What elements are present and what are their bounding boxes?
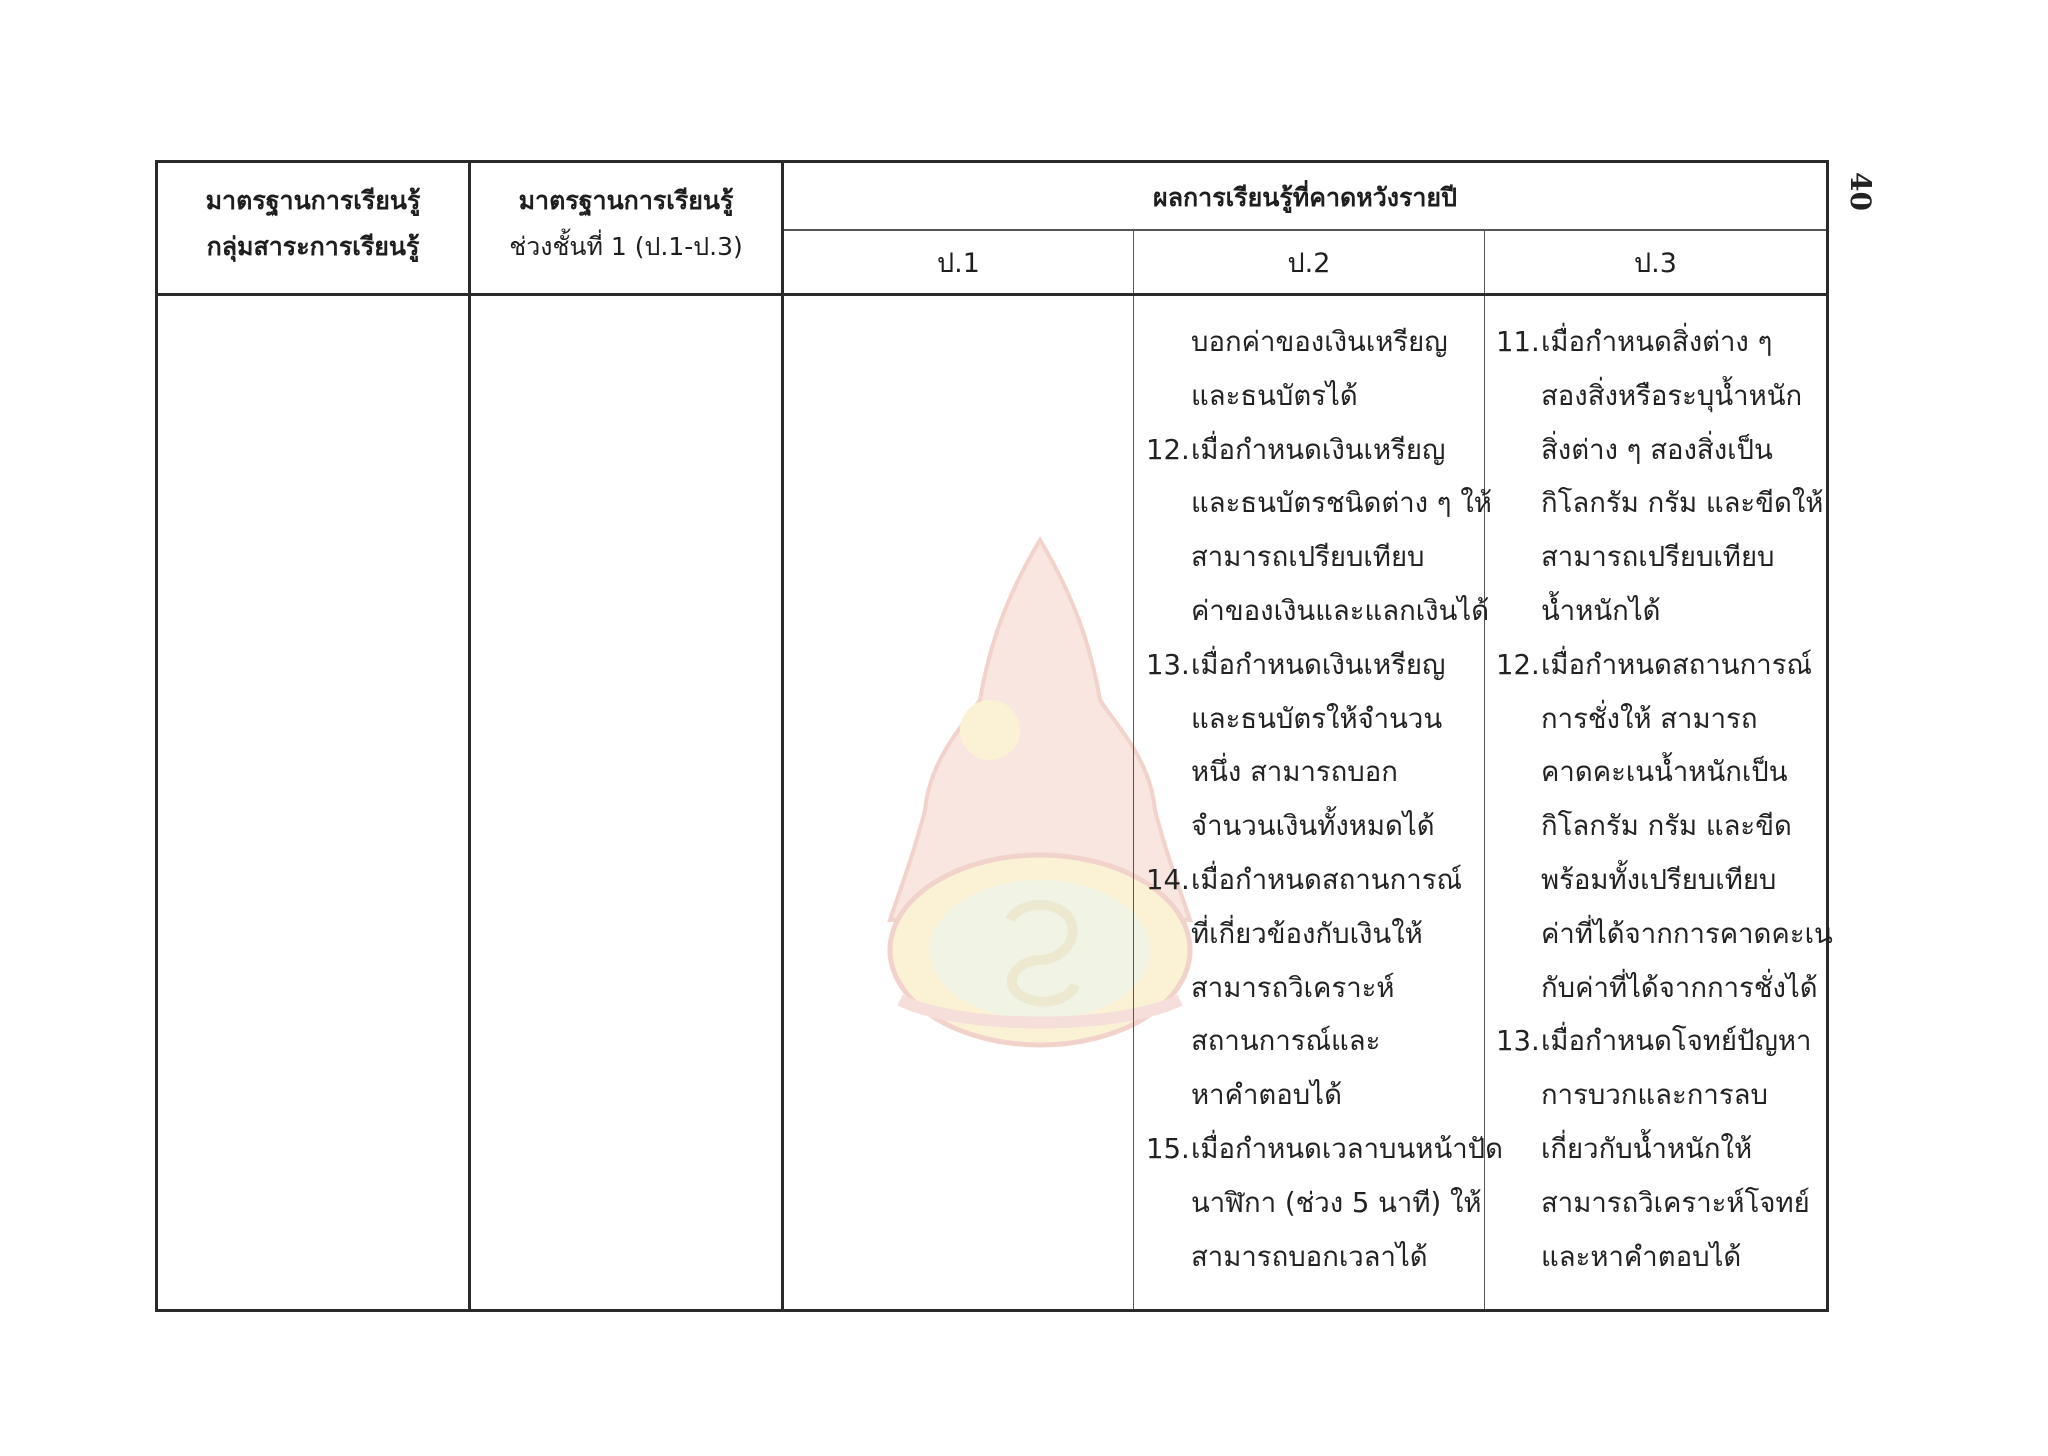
header-expected-outcomes: ผลการเรียนรู้ที่คาดหวังรายปี <box>1153 183 1457 212</box>
outcome-line: และธนบัตรได้ <box>1191 379 1358 412</box>
page-number: 40 <box>1844 172 1877 211</box>
outcome-line: เกี่ยวกับน้ำหนักให้ <box>1541 1132 1753 1165</box>
outcome-line: กิโลกรัม กรัม และขีด <box>1541 810 1792 843</box>
header-grade-p2: ป.2 <box>1287 248 1331 279</box>
grade-p2-outcomes <box>1146 316 1503 1284</box>
grade-p3-outcomes <box>1496 316 1833 1284</box>
outcome-line: จำนวนเงินทั้งหมดได้ <box>1191 810 1435 843</box>
outcome-line: สามารถวิเคราะห์โจทย์ <box>1541 1186 1810 1219</box>
outcome-item <box>1496 316 1824 639</box>
outcome-line: สถานการณ์และ <box>1191 1025 1381 1058</box>
outcome-line: และธนบัตรให้จำนวน <box>1191 702 1443 735</box>
header-grade-p3: ป.3 <box>1634 248 1677 279</box>
outcome-line: หาคำตอบได้ <box>1191 1079 1342 1112</box>
header-level-standards: มาตรฐานการเรียนรู้ ช่วงชั้นที่ 1 (ป.1-ป.3) <box>471 178 781 270</box>
outcome-line: เมื่อกำหนดเงินเหรียญ <box>1191 648 1446 681</box>
outcome-line: สองสิ่งหรือระบุน้ำหนัก <box>1541 379 1803 412</box>
header-subject-standards: มาตรฐานการเรียนรู้ กลุ่มสาระการเรียนรู้ <box>205 186 421 261</box>
header-level-range: ช่วงชั้นที่ 1 (ป.1-ป.3) <box>509 232 743 261</box>
outcome-line: ค่าของเงินและแลกเงินได้ <box>1191 594 1490 627</box>
outcome-line: สามารถเปรียบเทียบ <box>1541 541 1775 574</box>
outcome-line: เมื่อกำหนดเวลาบนหน้าปัด <box>1191 1132 1503 1165</box>
outcome-line: การบวกและการลบ <box>1541 1079 1768 1112</box>
outcome-number: 11. <box>1496 326 1540 358</box>
outcome-line: คาดคะเนน้ำหนักเป็น <box>1541 756 1788 789</box>
outcome-line: สามารถเปรียบเทียบ <box>1191 541 1425 574</box>
outcome-number: 12. <box>1496 648 1540 681</box>
outcome-line: น้ำหนักได้ <box>1541 594 1661 627</box>
outcome-line: กิโลกรัม กรัม และขีดให้ <box>1541 487 1824 520</box>
outcome-line: หนึ่ง สามารถบอก <box>1191 756 1398 789</box>
outcome-line: การชั่งให้ สามารถ <box>1541 702 1758 735</box>
outcome-line: เมื่อกำหนดเงินเหรียญ <box>1191 433 1446 466</box>
outcome-number: 15. <box>1146 1132 1190 1165</box>
outcome-line: เมื่อกำหนดสถานการณ์ <box>1191 863 1462 896</box>
learning-standards-table <box>155 160 1833 1312</box>
outcome-item <box>1146 424 1492 639</box>
outcome-item <box>1146 1123 1503 1284</box>
outcome-number: 13. <box>1496 1025 1540 1058</box>
outcome-item <box>1146 316 1484 424</box>
outcome-line: สิ่งต่าง ๆ สองสิ่งเป็น <box>1541 433 1773 466</box>
outcome-item <box>1146 854 1484 1123</box>
outcome-item <box>1496 1015 1824 1284</box>
outcome-line: พร้อมทั้งเปรียบเทียบ <box>1541 863 1777 896</box>
outcome-line: สามารถวิเคราะห์ <box>1191 971 1395 1004</box>
outcome-line: และหาคำตอบได้ <box>1541 1240 1742 1273</box>
outcome-line: นาฬิกา (ช่วง 5 นาที) ให้ <box>1191 1186 1482 1219</box>
outcome-number: 13. <box>1146 648 1190 681</box>
outcome-line: เมื่อกำหนดสถานการณ์ <box>1541 648 1812 681</box>
outcome-line: เมื่อกำหนดโจทย์ปัญหา <box>1541 1025 1812 1058</box>
outcome-line: ที่เกี่ยวข้องกับเงินให้ <box>1191 917 1423 950</box>
outcome-item <box>1146 639 1484 854</box>
outcome-number: 14. <box>1146 863 1190 896</box>
outcome-line: เมื่อกำหนดสิ่งต่าง ๆ <box>1541 326 1773 358</box>
outcome-line: กับค่าที่ได้จากการชั่งได้ <box>1541 971 1818 1004</box>
header-grade-p1: ป.1 <box>937 248 980 279</box>
outcome-line: และธนบัตรชนิดต่าง ๆ ให้ <box>1191 487 1492 520</box>
outcome-line: สามารถบอกเวลาได้ <box>1191 1240 1428 1273</box>
outcome-number: 12. <box>1146 433 1190 466</box>
outcome-line: ค่าที่ได้จากการคาดคะเน <box>1541 917 1833 950</box>
outcome-item <box>1496 639 1833 1016</box>
outcome-line: บอกค่าของเงินเหรียญ <box>1191 326 1448 358</box>
